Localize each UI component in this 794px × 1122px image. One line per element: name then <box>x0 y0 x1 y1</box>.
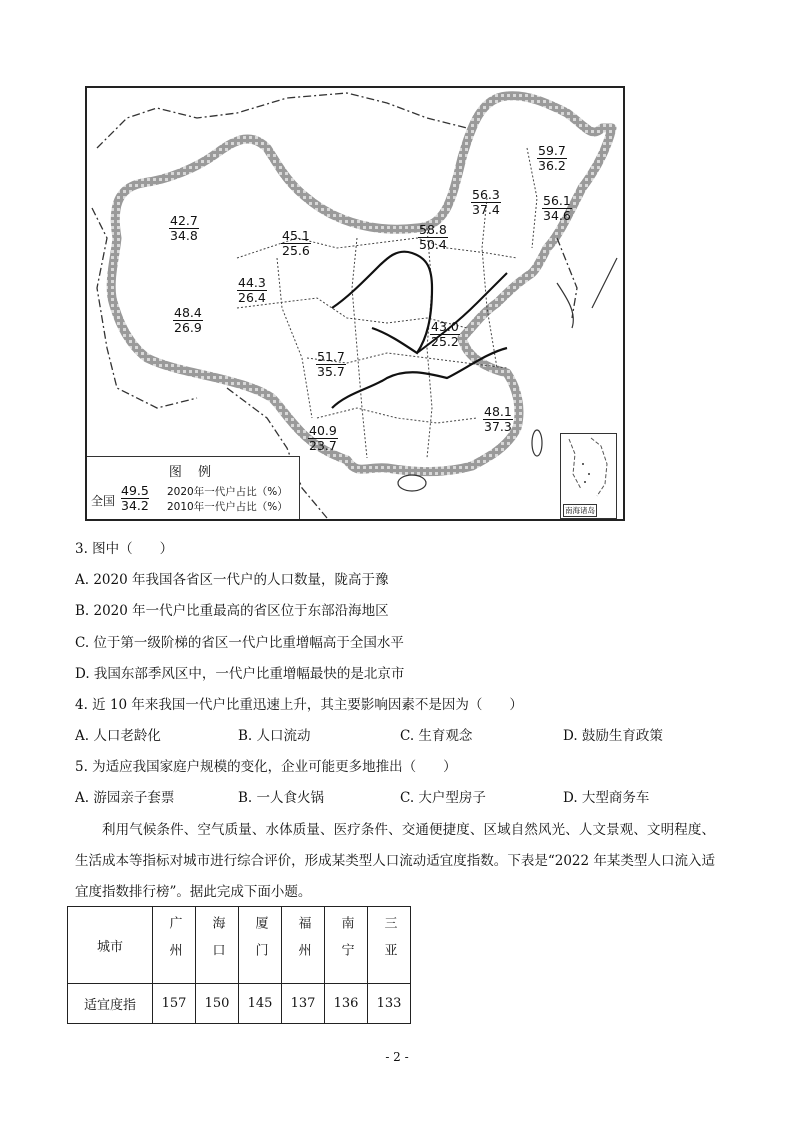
province-label: $\frac{44.3}{26.4}$ <box>238 275 266 305</box>
value-cell: 150 <box>196 984 239 1024</box>
legend-descriptions: 2020年一代户占比（%） 2010年一代户占比（%） <box>167 486 288 513</box>
city-cell: 三亚 <box>368 907 411 984</box>
row-header-index: 适宜度指 <box>68 984 153 1024</box>
q4-stem: 4. 近 10 年来我国一代户比重迅速上升，其主要影响因素不是因为（ ） <box>75 697 523 713</box>
q4-option-c: C. 生育观念 <box>400 728 473 744</box>
value-cell: 133 <box>368 984 411 1024</box>
q5-option-a: A. 游园亲子套票 <box>75 790 175 806</box>
q5-stem: 5. 为适应我国家庭户规模的变化，企业可能更多地推出（ ） <box>75 759 457 775</box>
province-label: $\frac{45.1}{25.6}$ <box>282 228 310 258</box>
legend-national-values: $\frac{49.5}{34.2}$ <box>121 483 149 513</box>
table-row <box>68 907 411 984</box>
city-cell: 福州 <box>282 907 325 984</box>
city-cell: 海口 <box>196 907 239 984</box>
row-header-city: 城市 <box>68 907 153 984</box>
province-label: $\frac{48.4}{26.9}$ <box>174 305 202 335</box>
province-label: $\frac{56.3}{37.4}$ <box>472 187 500 217</box>
province-label: $\frac{40.9}{23.7}$ <box>309 423 337 453</box>
map-legend <box>87 456 300 521</box>
q5-option-c: C. 大户型房子 <box>400 790 486 806</box>
q3-stem: 3. 图中（ ） <box>75 541 174 557</box>
legend-national-label: 全国 <box>91 494 116 508</box>
q3-option-d: D. 我国东部季风区中，一代户比重增幅最快的是北京市 <box>75 666 405 682</box>
value-cell: 136 <box>325 984 368 1024</box>
q5-option-b: B. 一人食火锅 <box>238 790 325 806</box>
q4-option-b: B. 人口流动 <box>238 728 311 744</box>
q4-option-d: D. 鼓励生育政策 <box>563 728 663 744</box>
passage: 利用气候条件、空气质量、水体质量、医疗条件、交通便捷度、区域自然风光、人文景观、文明程度、生活成本等指标对城市进行综合评价，形成某类型人口流动适宜度指数。下表是“2022 年某类型人口流入适宜度指数排行榜”。据此完成下面小题。 <box>75 822 715 900</box>
table-row <box>68 984 411 1024</box>
china-map <box>85 86 625 521</box>
legend-title: 图 例 <box>168 465 218 480</box>
province-label: $\frac{48.1}{37.3}$ <box>484 404 512 434</box>
inset-label: 南海诸岛 <box>565 506 595 515</box>
province-label: $\frac{58.8}{50.4}$ <box>419 222 447 252</box>
province-label: $\frac{42.7}{34.8}$ <box>170 213 198 243</box>
step-line-2 <box>332 348 507 408</box>
value-cell: 137 <box>282 984 325 1024</box>
step-line-1 <box>332 252 432 353</box>
q3-option-a: A. 2020 年我国各省区一代户的人口数量，陇高于豫 <box>75 572 389 588</box>
q3-option-b: B. 2020 年一代户比重最高的省区位于东部沿海地区 <box>75 603 389 619</box>
province-label: $\frac{51.7}{35.7}$ <box>317 349 345 379</box>
province-label: $\frac{43.0}{25.2}$ <box>431 319 459 349</box>
city-cell: 厦门 <box>239 907 282 984</box>
page-number: - 2 - <box>385 1050 409 1064</box>
city-cell: 广州 <box>153 907 196 984</box>
value-cell: 145 <box>239 984 282 1024</box>
q3-option-c: C. 位于第一级阶梯的省区一代户比重增幅高于全国水平 <box>75 635 404 651</box>
value-cell: 157 <box>153 984 196 1024</box>
south-china-sea-inset <box>560 433 617 519</box>
q5-option-d: D. 大型商务车 <box>563 790 650 806</box>
q4-option-a: A. 人口老龄化 <box>75 728 161 744</box>
province-label: $\frac{56.1}{34.6}$ <box>543 193 571 223</box>
province-label: $\frac{59.7}{36.2}$ <box>538 143 566 173</box>
city-cell: 南宁 <box>325 907 368 984</box>
suitability-table <box>67 906 411 1024</box>
